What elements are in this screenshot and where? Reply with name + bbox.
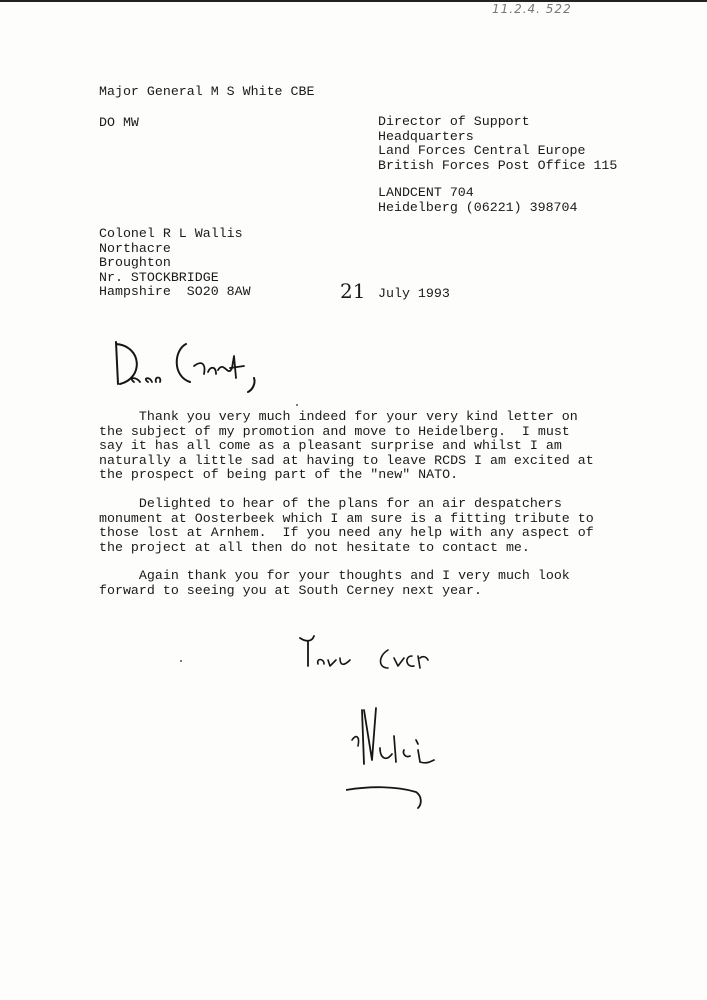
recipient-line: Colonel R L Wallis: [99, 226, 243, 241]
recipient-line: Northacre: [99, 241, 171, 256]
recipient-line: Hampshire SO20 8AW: [99, 284, 251, 299]
body-line: Again thank you for your thoughts and I very much look: [99, 568, 570, 583]
body-line: the prospect of being part of the "new" NATO.: [99, 467, 459, 483]
body-line: monument at Oosterbeek which I am sure is a fitting tribute to: [99, 510, 594, 526]
body-line: Thank you very much indeed for your very kind letter on: [99, 409, 578, 424]
archive-reference: 11.2.4. 522: [492, 2, 572, 16]
address-line: Land Forces Central Europe: [378, 143, 586, 159]
recipient-line: Nr. STOCKBRIDGE: [99, 270, 219, 285]
sender-reference: DO MW: [99, 115, 139, 130]
body-line: the subject of my promotion and move to Heidelberg. I must: [99, 423, 570, 439]
signature: [346, 700, 446, 816]
handwritten-salutation: [110, 338, 270, 396]
telephone-line: LANDCENT 704: [378, 185, 474, 200]
telephone-line: Heidelberg (06221) 398704: [378, 200, 578, 215]
address-line: British Forces Post Office 115: [378, 157, 618, 173]
date-day-handwritten: 21: [340, 279, 366, 303]
body-line: forward to seeing you at South Cerney next year.: [99, 582, 483, 598]
address-line: Director of Support: [378, 114, 530, 129]
body-line: the project at all then do not hesitate to contact me.: [99, 539, 530, 555]
body-line: naturally a little sad at having to leave RCDS I am excited at: [99, 452, 594, 468]
sender-name: Major General M S White CBE: [99, 84, 315, 99]
handwritten-closing: [296, 632, 436, 678]
scan-speck: [180, 660, 182, 662]
body-line: those lost at Arnhem. If you need any help with any aspect of: [99, 525, 594, 541]
page-top-edge: [0, 0, 707, 2]
address-line: Headquarters: [378, 128, 474, 144]
body-line: say it has all come as a pleasant surprise and whilst I am: [99, 438, 562, 454]
scan-speck: [296, 404, 298, 406]
body-line: Delighted to hear of the plans for an air despatchers: [99, 496, 562, 511]
recipient-line: Broughton: [99, 255, 171, 270]
date-month-year: July 1993: [378, 286, 450, 301]
